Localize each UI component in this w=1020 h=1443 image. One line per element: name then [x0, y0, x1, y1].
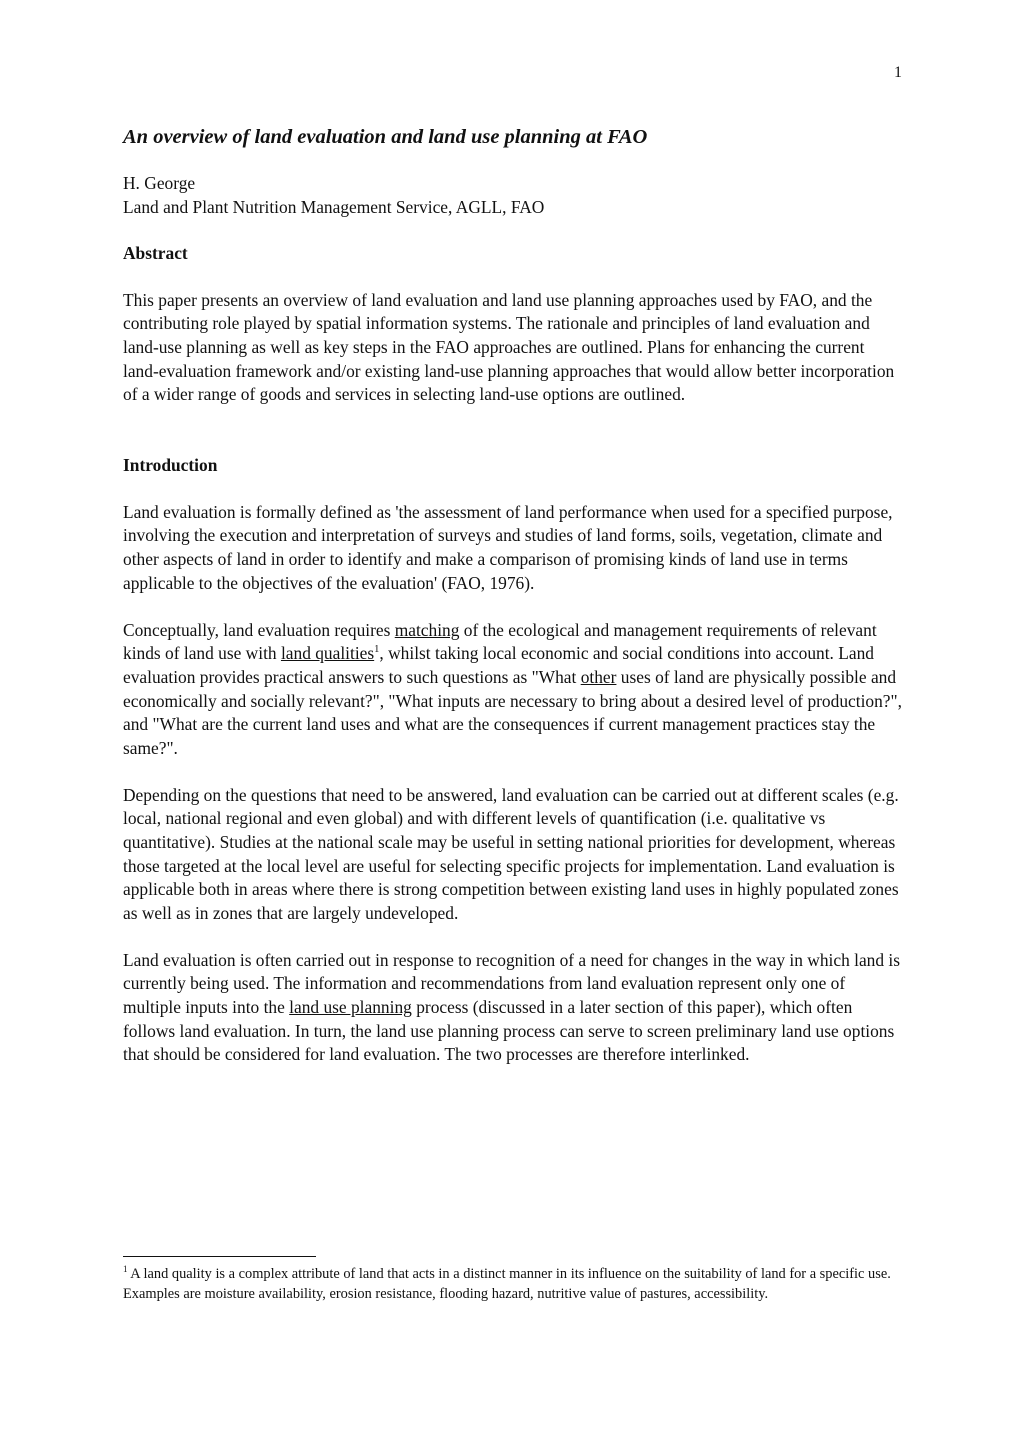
text-run: Conceptually, land evaluation requires — [123, 619, 395, 640]
footnote — [123, 1264, 903, 1304]
introduction-heading: Introduction — [123, 455, 218, 476]
underlined-term-matching: matching — [394, 619, 460, 640]
text-run: uses of land are physically possible and economically and socially relevant?", "What inputs are necessary to bring about a desired level of production?", and "What are the current land uses and what are the consequences if current management practices stay the same?". — [123, 666, 902, 758]
text-run: process (discussed in a later section of this paper), which often follows land evaluation. In turn, the land use planning process can serve to screen preliminary land use options that should be considered for land evaluation. The two processes are therefore interlinked. — [123, 997, 895, 1065]
intro-paragraph-1: Land evaluation is formally defined as 'the assessment of land performance when used for a specified purpose, involving the execution and interpretation of surveys and studies of land forms, soils, vegetation, climate and other aspects of land in order to identify and make a comparison of promising kinds of land use in terms applicable to the objectives of the evaluation' (FAO, 1976). — [123, 501, 893, 593]
text-run: of the ecological and management requirements of relevant kinds of land use with — [123, 619, 877, 664]
footnote-text: A land quality is a complex attribute of land that acts in a distinct manner in its influence on the suitability of land for a specific use. Examples are moisture availability, erosion resistance, flooding hazard, nutritive value of pastures, accessibility. — [123, 1266, 891, 1302]
abstract-text: This paper presents an overview of land evaluation and land use planning approaches used by FAO, and the contributing role played by spatial information systems. The rationale and principles of land evaluation and land-use planning as well as key steps in the FAO approaches are outlined. Plans for enhancing the current land-evaluation framework and/or existing land-use planning approaches that would allow better incorporation of a wider range of goods and services in selecting land-use options are outlined. — [123, 289, 895, 405]
author-name: H. George — [123, 173, 196, 193]
author-affiliation: Land and Plant Nutrition Management Service, AGLL, FAO — [123, 196, 545, 217]
page-number: 1 — [894, 64, 902, 81]
text-run: , whilst taking local economic and social conditions into account. Land evaluation provides practical answers to such questions as "What — [123, 643, 874, 687]
footnote-reference[interactable]: 1 — [374, 644, 380, 656]
intro-paragraph-4 — [123, 949, 903, 1067]
document-body — [123, 124, 903, 1090]
abstract-heading: Abstract — [123, 243, 188, 264]
intro-paragraph-2 — [123, 619, 903, 761]
intro-paragraph-3: Depending on the questions that need to be answered, land evaluation can be carried out at different scales (e.g. local, national regional and even global) and with different levels of quantification (i.e. qualitative vs quantitative). Studies at the national scale may be useful in setting national priorities for development, whereas those targeted at the local level are useful for selecting specific projects for implementation. Land evaluation is applicable both in areas where there is strong competition between existing land uses in highly populated zones as well as in zones that are largely undeveloped. — [123, 784, 899, 923]
underlined-term-other: other — [580, 666, 617, 687]
footnote-marker: 1 — [123, 1264, 128, 1274]
underlined-term-land-qualities: land qualities — [280, 643, 375, 664]
author-block — [123, 172, 903, 219]
spacer — [123, 430, 903, 454]
underlined-term-land-use-planning: land use planning — [289, 997, 412, 1018]
footnote-separator — [123, 1256, 316, 1257]
text-run: Land evaluation is often carried out in response to recognition of a need for changes in the way in which land is currently being used. The information and recommendations from land evaluation represent only one of multiple inputs into the — [123, 949, 901, 1018]
paper-title: An overview of land evaluation and land use planning at FAO — [123, 126, 648, 148]
